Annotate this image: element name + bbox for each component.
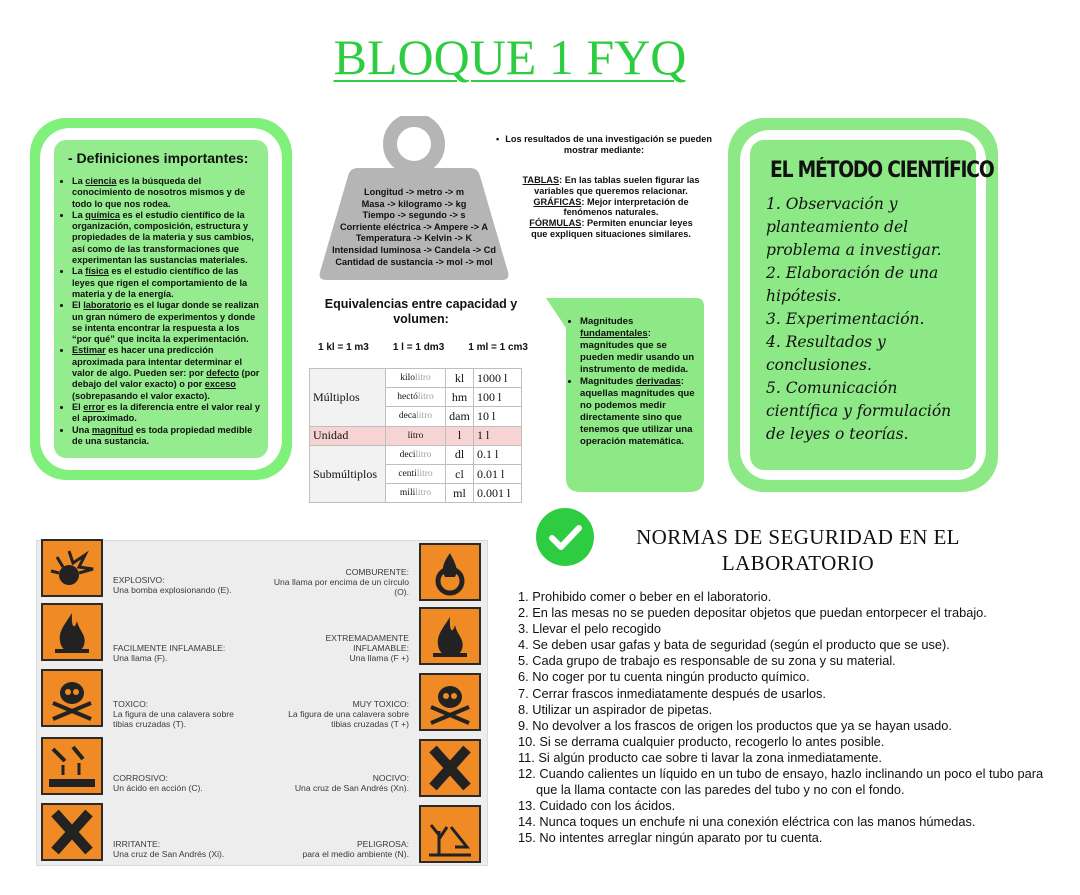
list-item: GRÁFICAS: Mejor interpretación de fenómenos naturales. <box>533 196 689 218</box>
list-item: • El error es la diferencia entre el valor real y el aproximado. <box>72 402 260 425</box>
definitions-heading: - Definiciones importantes: <box>68 150 249 166</box>
list-item: 13. Cuidado con los ácidos. <box>518 798 676 814</box>
list-item: 6. No coger por tu cuenta ningún producto químico. <box>518 669 810 685</box>
list-item: 15. No intentes arreglar ningún aparato por tu cuenta. <box>518 830 823 846</box>
list-item: 4. Resultados y conclusiones. <box>766 333 886 374</box>
equivalences-row: 1 kl = 1 m3 1 l = 1 dm3 1 ml = 1 cm3 <box>318 342 528 353</box>
oxidizer-icon <box>419 543 481 601</box>
corrosive-icon <box>41 737 103 795</box>
table-row: decalitro dam 10 l <box>310 407 522 426</box>
list-item: • La física es el estudio científico de las leyes que rigen el comportamiento de la materia y de la energía. <box>72 266 260 300</box>
scientific-method-title: EL MÉTODO CIENTÍFICO <box>770 158 994 183</box>
skull-icon <box>419 673 481 731</box>
list-item: FÓRMULAS: Permiten enunciar leyes que expliquen situaciones similares. <box>529 218 693 239</box>
explosive-icon <box>41 539 103 597</box>
irritant-x-icon <box>41 803 103 861</box>
list-item: 10. Si se derrama cualquier producto, recogerlo lo antes posible. <box>518 733 885 749</box>
list-item: 4. Se deben usar gafas y bata de seguridad (según el producto que se use). <box>518 637 950 653</box>
list-item: • El laboratorio es el lugar donde se realizan un gran número de experimentos y donde se intenta encontrar la respuesta a los “por qué” que incita la experimentación. <box>72 300 260 345</box>
scientific-method-steps <box>762 193 964 446</box>
list-item: • Estimar es hacer una predicción aproximada para intentar determinar el valor de algo. Pueden ser: por defecto (por debajo del valor exacto) o por exceso (sobrepasando el valor exacto). <box>72 345 260 401</box>
equivalences-title: Equivalencias entre capacidad y volumen: <box>324 297 518 326</box>
list-item: 2. Elaboración de una hipótesis. <box>766 264 939 305</box>
list-item: 5. Comunicación científica y formulación de leyes o teorías. <box>766 379 952 443</box>
list-item: 11. Si algún producto cae sobre ti lavar la zona inmediatamente. <box>518 749 882 765</box>
check-icon <box>536 508 594 566</box>
list-item: 12. Cuando calientes un líquido en un tubo de ensayo, hazlo inclinando un poco el tubo para que la llama contacte con las paredes del tubo y no con el fondo. <box>518 766 1044 798</box>
list-item: 1. Observación y planteamiento del problema a investigar. <box>766 195 942 259</box>
safety-rules-list <box>518 589 1063 847</box>
list-item: 5. Cada grupo de trabajo es responsable de su zona y su material. <box>518 653 896 669</box>
list-item: 2. En las mesas no se pueden depositar objetos que puedan entorpecer el trabajo. <box>518 605 987 621</box>
capacity-units-table <box>309 368 522 503</box>
results-list <box>520 175 702 240</box>
harmful-x-icon <box>419 739 481 797</box>
table-row: Submúltiplos decilitro dl 0.1 l <box>310 445 522 464</box>
list-item: • Magnitudes derivadas: aquellas magnitudes que no podemos medir directamente sino que tenemos que utilizar una operación matemática. <box>580 376 698 448</box>
safety-rules-title: NORMAS DE SEGURIDAD EN EL LABORATORIO <box>636 525 960 575</box>
si-units-list: Longitud -> metro -> m Masa -> kilogramo -> kg Tiempo -> segundo -> s Corriente eléctrica -> Ampere -> A Temperatura -> Kelvin -> K Intensidad luminosa -> Candela -> Cd Cantidad de sustancia -> mol -> mol <box>332 187 496 267</box>
list-item: 3. Llevar el pelo recogido <box>518 621 661 637</box>
flame-icon <box>419 607 481 665</box>
table-row: centilitro cl 0.01 l <box>310 464 522 483</box>
list-item: 14. Nunca toques un enchufe ni una conexión eléctrica con las manos húmedas. <box>518 814 976 830</box>
flame-icon <box>41 603 103 661</box>
list-item: 7. Cerrar frascos inmediatamente después de usarlos. <box>518 685 826 701</box>
table-row: Múltiplos kilolitro kl 1000 l <box>310 369 522 388</box>
table-row: Unidad litro l 1 l <box>310 426 522 445</box>
list-item: 3. Experimentación. <box>766 310 925 328</box>
results-intro: • Los resultados de una investigación se pueden mostrar mediante: <box>496 134 712 156</box>
magnitudes-list <box>566 316 698 448</box>
definitions-list <box>62 176 260 447</box>
list-item: TABLAS: En las tablas suelen figurar las variables que queremos relacionar. <box>522 175 700 196</box>
list-item: • Magnitudes fundamentales: magnitudes que se pueden medir usando un instrumento de medida. <box>580 316 698 376</box>
table-row: hectólitro hm 100 l <box>310 388 522 407</box>
page-title: BLOQUE 1 FYQ <box>333 29 687 85</box>
environment-hazard-icon <box>419 805 481 863</box>
skull-icon <box>41 669 103 727</box>
hazard-symbols-panel: EXPLOSIVO: Una bomba explosionando (E). COMBURENTE: Una llama por encima de un círculo (O). FACILMENTE INFLAMABLE: Una llama (F). EXTREMADAMENTE INFLAMABLE: Una llama (F +) TOXICO: La figura de una calavera sobre tibias cruzadas (T). MUY TOXICO: La figura de una calavera sobre tibias cruzadas (T +) CORROSIVO: Un ácido en acción (C). NOCIVO: Una cruz de San Andrés (Xn). IRRITANTE: Una cruz de San Andrés (Xi). PELIGROSA: para el medio ambiente (N). <box>36 540 488 866</box>
table-row: mililitro ml 0.001 l <box>310 484 522 503</box>
list-item: • Una magnitud es toda propiedad medible de una sustancia. <box>72 425 260 448</box>
list-item: • La química es el estudio científico de la organización, composición, estructura y propiedades de la materia y sus cambios, así como de las transformaciones que experimentan las sustancias materiales. <box>72 210 260 266</box>
list-item: 8. Utilizar un aspirador de pipetas. <box>518 701 713 717</box>
list-item: 1. Prohibido comer o beber en el laboratorio. <box>518 589 772 604</box>
list-item: • La ciencia es la búsqueda del conocimiento de nosotros mismos y de todo lo que nos rodea. <box>72 176 260 210</box>
definitions-card <box>30 118 292 480</box>
list-item: 9. No devolver a los frascos de origen los productos que ya se hayan usado. <box>518 717 952 733</box>
scientific-method-card <box>728 118 998 492</box>
